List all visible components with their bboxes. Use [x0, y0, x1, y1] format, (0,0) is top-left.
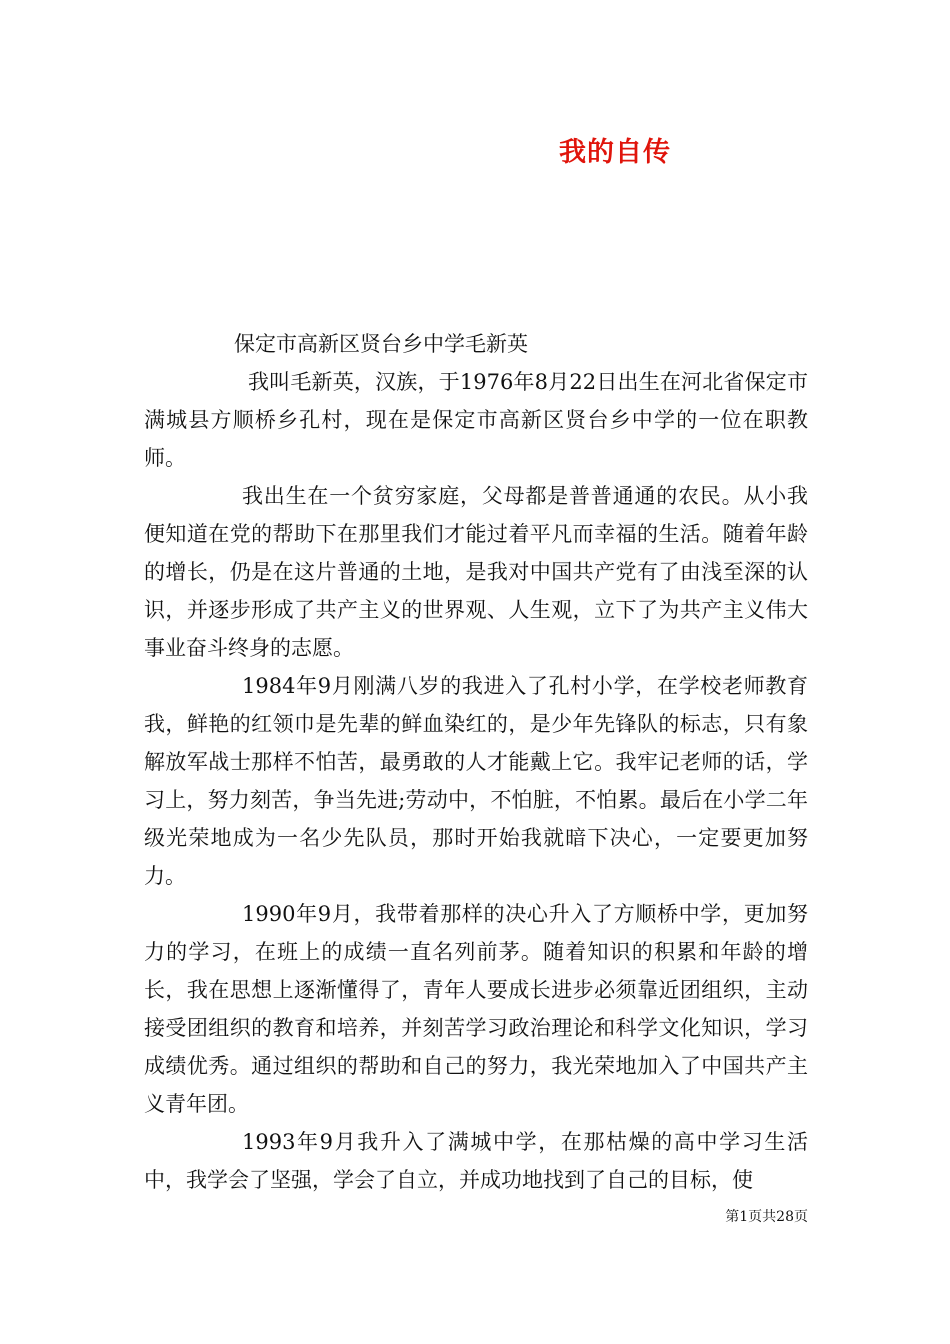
paragraph-4: 1990年9月，我带着那样的决心升入了方顺桥中学，更加努力的学习，在班上的成绩一直名列前茅。随着知识的积累和年龄的增长，我在思想上逐渐懂得了，青年人要成长进步必须靠近团组织，主动接受团组织的教育和培养，并刻苦学习政治理论和科学文化知识，学习成绩优秀。通过组织的帮助和自己的努力，我光荣地加入了中国共产主义青年团。: [144, 902, 808, 1116]
page-footer: 第1页共28页: [725, 1209, 808, 1225]
paragraph-3: 1984年9月刚满八岁的我进入了孔村小学，在学校老师教育我，鲜艳的红领巾是先辈的鲜血染红的，是少年先锋队的标志，只有象解放军战士那样不怕苦，最勇敢的人才能戴上它。我牢记老师的话，学习上，努力刻苦，争当先进;劳动中，不怕脏，不怕累。最后在小学二年级光荣地成为一名少先队员，那时开始我就暗下决心，一定要更加努力。: [144, 674, 808, 888]
paragraph-2: 我出生在一个贫穷家庭，父母都是普普通通的农民。从小我便知道在党的帮助下在那里我们才能过着平凡而幸福的生活。随着年龄的增长，仍是在这片普通的土地，是我对中国共产党有了由浅至深的认识，并逐步形成了共产主义的世界观、人生观，立下了为共产主义伟大事业奋斗终身的志愿。: [144, 484, 808, 660]
paragraph-1: 我叫毛新英，汉族，于1976年8月22日出生在河北省保定市满城县方顺桥乡孔村，现在是保定市高新区贤台乡中学的一位在职教师。: [144, 370, 808, 470]
document-title: 我的自传: [559, 137, 671, 168]
document-body: [144, 325, 808, 1199]
author-line: 保定市高新区贤台乡中学毛新英: [234, 332, 528, 356]
paragraph-5: 1993年9月我升入了满城中学，在那枯燥的高中学习生活中，我学会了坚强，学会了自立，并成功地找到了自己的目标，使: [144, 1130, 808, 1192]
